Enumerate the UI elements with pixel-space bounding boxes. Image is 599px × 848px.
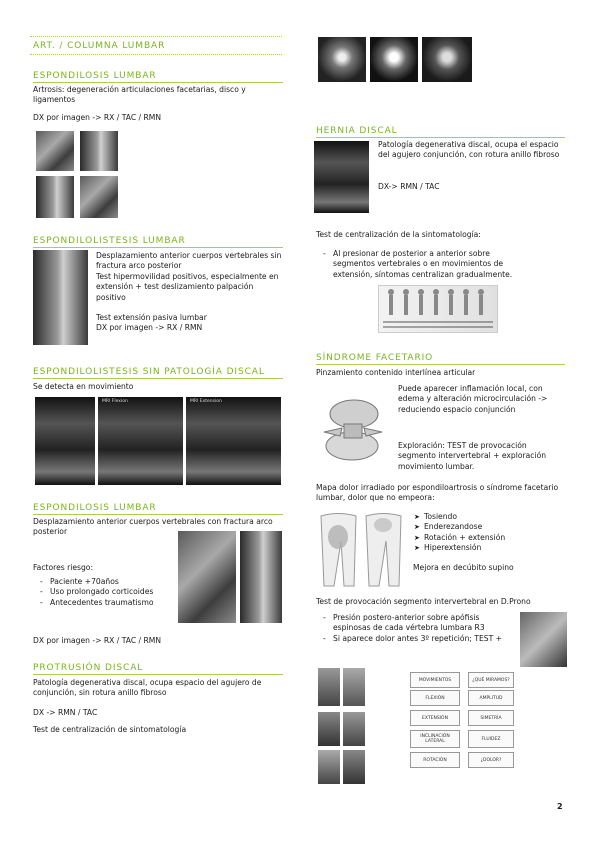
table-cell: EXTENSIÓN bbox=[410, 710, 460, 726]
mri-label: MRI Flexion bbox=[102, 399, 128, 404]
movement-photo bbox=[343, 712, 365, 746]
hernia-title: HERNIA DISCAL bbox=[316, 126, 398, 136]
hernia-mri-image bbox=[314, 141, 369, 213]
espondilosis2-title: ESPONDILOSIS LUMBAR bbox=[33, 503, 157, 513]
mri-image bbox=[35, 397, 95, 485]
pain-map-figure bbox=[316, 511, 406, 589]
facetario-p3: Mapa dolor irradiado por espondiloartrosis o síndrome facetario lumbar, dolor que no empeora: bbox=[316, 483, 559, 503]
rule bbox=[316, 137, 565, 138]
xray-image bbox=[240, 531, 282, 623]
table-cell: AMPLITUD bbox=[468, 690, 514, 706]
list-item: - Paciente +70años bbox=[40, 577, 180, 587]
table-cell: SIMETRÍA bbox=[468, 710, 514, 726]
xray-image bbox=[80, 176, 118, 218]
disc-image bbox=[422, 37, 472, 82]
list-item: - Si aparece dolor antes 3º repetición; TEST + bbox=[323, 634, 513, 644]
factores-label: Factores riesgo: bbox=[33, 563, 94, 572]
list-item: - Antecedentes traumatismo bbox=[40, 598, 180, 608]
legs-pain-map-icon bbox=[316, 511, 406, 589]
page-number: 2 bbox=[557, 802, 563, 811]
espondilosis2-dx: DX por imagen -> RX / TAC / RMN bbox=[33, 636, 162, 645]
espondilolistesis-line: Test hipermovilidad positivos, especialmente en extensión + test deslizamiento palpación positivo bbox=[96, 272, 279, 302]
arrows-list bbox=[414, 512, 554, 553]
facetario-p1: Puede aparecer inflamación local, con edema y alteración microcirculación -> reduciendo espacio conjunción bbox=[398, 384, 548, 414]
movement-photo bbox=[318, 750, 340, 784]
test-title: Test de provocación segmento intervertebral en D.Prono bbox=[316, 597, 531, 606]
test-list bbox=[323, 613, 513, 644]
mri-label: MRI Extension bbox=[190, 399, 222, 404]
rule bbox=[33, 674, 283, 675]
movement-photo bbox=[318, 668, 340, 706]
table-cell: ROTACIÓN bbox=[410, 752, 460, 768]
hernia-text: Patología degenerativa discal, ocupa el espacio del agujero conjunción, con rotura anillo fibroso bbox=[378, 140, 560, 160]
hernia-list bbox=[323, 249, 523, 280]
espondilosis-title: ESPONDILOSIS LUMBAR bbox=[33, 71, 157, 81]
hernia-test: Test de centralización de la sintomatología: bbox=[316, 230, 481, 239]
protrusion-dx: DX -> RMN / TAC bbox=[33, 708, 98, 717]
section-title: ART. / COLUMNA LUMBAR bbox=[33, 41, 166, 51]
centralization-figure bbox=[378, 285, 498, 333]
table-cell: FLEXIÓN bbox=[410, 690, 460, 706]
protrusion-text: Patología degenerativa discal, ocupa espacio del agujero de conjunción, sin rotura anillo fibroso bbox=[33, 678, 262, 698]
prone-test-photo bbox=[520, 612, 567, 667]
facetario-title: SÍNDROME FACETARIO bbox=[316, 353, 434, 363]
spine-xray-image bbox=[33, 250, 88, 345]
espondilosis-dx: DX por imagen -> RX / TAC / RMN bbox=[33, 113, 162, 122]
rule bbox=[33, 378, 283, 379]
mejora-text: Mejora en decúbito supino bbox=[413, 563, 514, 572]
xray-image bbox=[80, 131, 118, 171]
vertebra-illustration bbox=[314, 384, 392, 472]
espondilolistesis-line: Desplazamiento anterior cuerpos vertebrales sin fractura arco posterior bbox=[96, 251, 282, 271]
xray-image bbox=[36, 176, 74, 218]
espondilolistesis-title: ESPONDILOLISTESIS LUMBAR bbox=[33, 236, 186, 246]
table-cell: ¿QUÉ MIRAMOS? bbox=[468, 672, 514, 688]
list-item: - Uso prolongado corticoides bbox=[40, 587, 180, 597]
list-item: ➤ Hiperextensión bbox=[414, 543, 554, 553]
movement-photo bbox=[343, 668, 365, 706]
header-dotted-rule bbox=[30, 36, 282, 37]
table-cell: FLUIDEZ bbox=[468, 730, 514, 748]
espondilolistesis-line: Test extensión pasiva lumbar bbox=[96, 313, 207, 322]
rule bbox=[33, 514, 283, 515]
xray-image bbox=[178, 531, 236, 623]
rule bbox=[316, 364, 565, 365]
protrusion-title: PROTRUSIÓN DISCAL bbox=[33, 663, 144, 673]
hernia-dx: DX-> RMN / TAC bbox=[378, 182, 440, 191]
list-item: ➤ Rotación + extensión bbox=[414, 533, 554, 543]
table-cell: MOVIMIENTOS bbox=[410, 672, 460, 688]
sin-patologia-text: Se detecta en movimiento bbox=[33, 382, 134, 391]
movement-photo bbox=[343, 750, 365, 784]
header-dotted-rule-bottom bbox=[30, 54, 282, 55]
list-item: - Al presionar de posterior a anterior sobre segmentos vertebrales o en movimientos de extensión, síntomas centralizan gradualmente. bbox=[323, 249, 523, 280]
rule bbox=[33, 247, 283, 248]
list-item: - Presión postero-anterior sobre apófisis espinosas de cada vértebra lumbara R3 bbox=[323, 613, 513, 634]
facetario-p2: Exploración: TEST de provocación segmento intervertebral + exploración movimiento lumbar. bbox=[398, 441, 547, 471]
disc-image bbox=[370, 37, 418, 82]
list-item: ➤ Enderezandose bbox=[414, 522, 554, 532]
xray-image bbox=[36, 131, 74, 171]
vertebra-icon bbox=[314, 384, 392, 472]
rule bbox=[33, 82, 283, 83]
factores-list bbox=[40, 577, 180, 608]
list-item: ➤ Tosiendo bbox=[414, 512, 554, 522]
espondilolistesis-line: DX por imagen -> RX / RMN bbox=[96, 323, 203, 332]
table-cell: ¿DOLOR? bbox=[468, 752, 514, 768]
disc-image bbox=[318, 37, 366, 82]
mri-extension-image bbox=[186, 397, 281, 485]
body-silhouettes-icon bbox=[379, 286, 497, 332]
movement-photo bbox=[318, 712, 340, 746]
espondilosis2-text: Desplazamiento anterior cuerpos vertebrales con fractura arco posterior bbox=[33, 517, 273, 537]
facetario-sub: Pinzamiento contenido interlínea articular bbox=[316, 368, 476, 377]
mri-flexion-image bbox=[98, 397, 183, 485]
sin-patologia-title: ESPONDILOLISTESIS SIN PATOLOGÍA DISCAL bbox=[33, 367, 265, 377]
protrusion-test: Test de centralización de sintomatología bbox=[33, 725, 187, 734]
table-cell: INCLINACIÓN LATERAL bbox=[410, 730, 460, 748]
espondilosis-text: Artrosis: degeneración articulaciones facetarias, disco y ligamentos bbox=[33, 85, 246, 105]
